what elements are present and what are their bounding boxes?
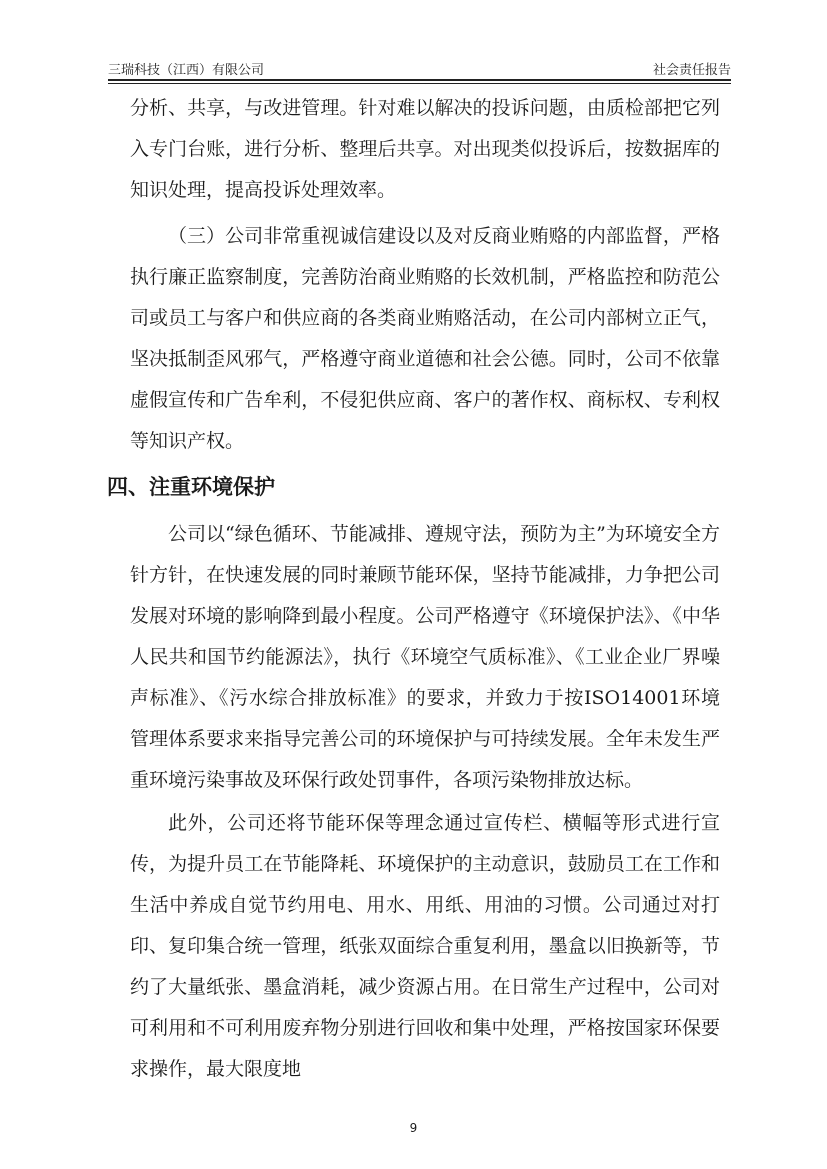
header-rule-thick (108, 79, 731, 81)
paragraph-environment-policy: 公司以“绿色循环、节能减排、遵规守法，预防为主”为环境安全方针方针，在快速发展的同时兼顾节能环保，坚持节能减排，力争把公司发展对环境的影响降到最小程度。公司严格遵守《环境保护法》、《中华人民共和国节约能源法》，执行《环境空气质标准》、《工业企业厂界噪声标准》、《污水综合排放标准》的要求，并致力于按ISO14001环境管理体系要求来指导完善公司的环境保护与可持续发展。全年未发生严重环境污染事故及环保行政处罚事件，各项污染物排放达标。 (130, 523, 720, 791)
company-name: 三瑞科技（江西）有限公司 (108, 63, 265, 78)
report-title: 社会责任报告 (652, 63, 731, 78)
paragraph-complaint-handling: 分析、共享，与改进管理。针对难以解决的投诉问题，由质检部把它列入专门台账，进行分析、整理后共享。对出现类似投诉后，按数据库的知识处理，提高投诉处理效率。 (130, 97, 720, 201)
page-number: 9 (409, 1121, 418, 1135)
paragraph-integrity: （三）公司非常重视诚信建设以及对反商业贿赂的内部监督，严格执行廉正监察制度，完善防治商业贿赂的长效机制，严格监控和防范公司或员工与客户和供应商的各类商业贿赂活动，在公司内部树立正气，坚决抵制歪风邪气，严格遵守商业道德和社会公德。同时，公司不依靠虚假宣传和广告牟利，不侵犯供应商、客户的著作权、商标权、专利权等知识产权。 (130, 225, 720, 452)
page-header (108, 56, 731, 78)
page-body (107, 88, 720, 1090)
section-heading: 四、注重环境保护 (107, 475, 275, 499)
header-rule-thin (108, 83, 731, 84)
paragraph-energy-saving: 此外，公司还将节能环保等理念通过宣传栏、横幅等形式进行宣传，为提升员工在节能降耗、环境保护的主动意识，鼓励员工在工作和生活中养成自觉节约用电、用水、用纸、用油的习惯。公司通过对打印、复印集合统一管理，纸张双面综合重复利用，墨盒以旧换新等，节约了大量纸张、墨盒消耗，减少资源占用。在日常生产过程中，公司对可利用和不可利用废弃物分别进行回收和集中处理，严格按国家环保要求操作，最大限度地 (130, 812, 720, 1080)
